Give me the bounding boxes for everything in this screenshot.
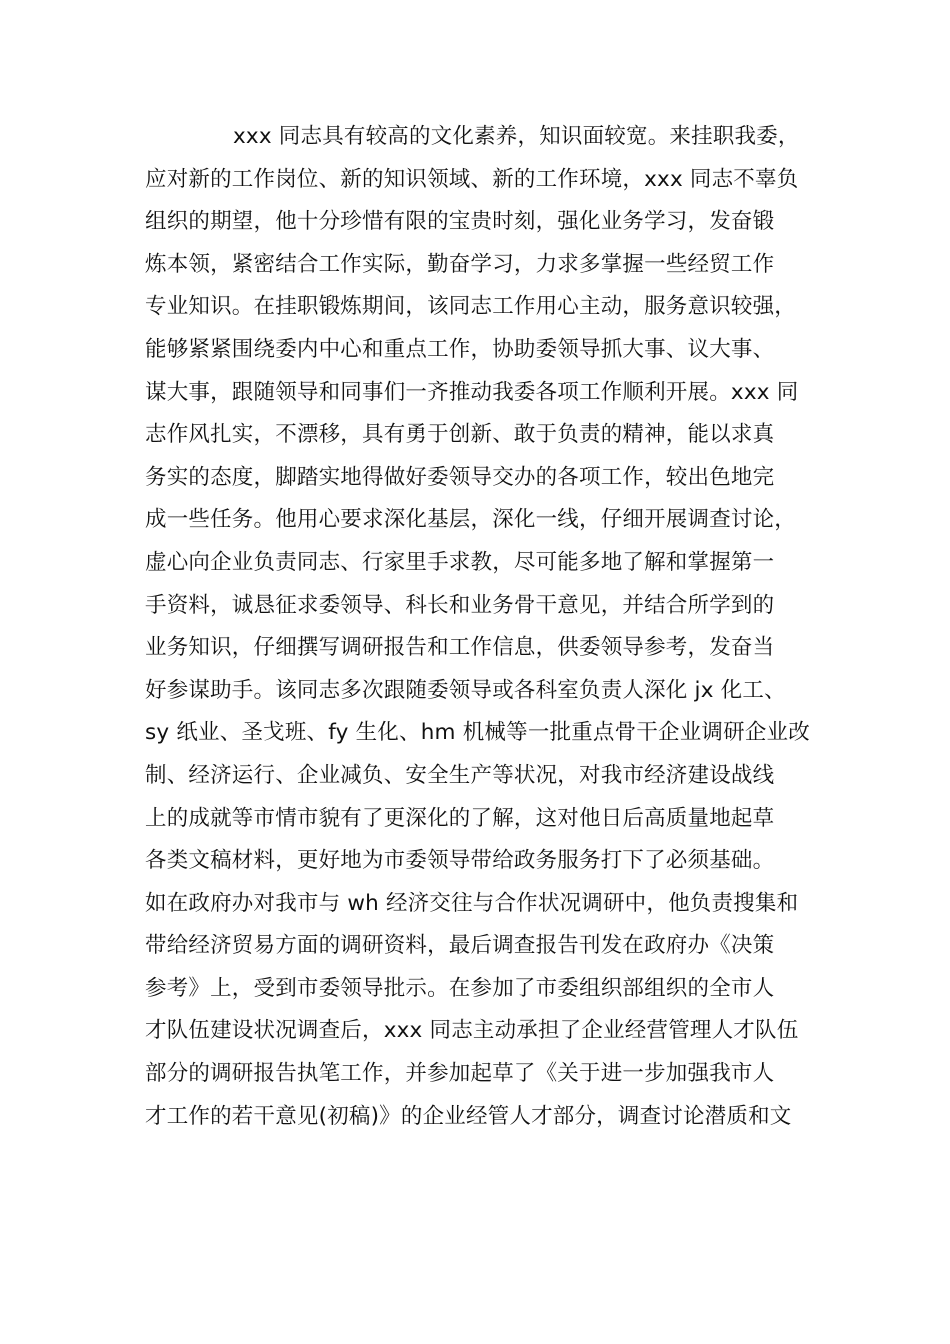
body-paragraph	[145, 116, 835, 1138]
paragraph-line: xxx 同志具有较高的文化素养，知识面较宽。来挂职我委，	[233, 124, 800, 149]
paragraph-line: 部分的调研报告执笔工作，并参加起草了《关于进一步加强我市人	[145, 1061, 775, 1087]
paragraph-line: 志作风扎实，不漂移，具有勇于创新、敢于负责的精神，能以求真	[145, 422, 775, 448]
paragraph-line: 带给经济贸易方面的调研资料，最后调查报告刊发在政府办《决策	[145, 933, 775, 959]
paragraph-line: 参考》上，受到市委领导批示。在参加了市委组织部组织的全市人	[145, 975, 775, 1001]
paragraph-line: 务实的态度，脚踏实地得做好委领导交办的各项工作，较出色地完	[145, 464, 775, 490]
paragraph-line: 炼本领，紧密结合工作实际，勤奋学习，力求多掌握一些经贸工作	[145, 251, 775, 277]
paragraph-line: 虚心向企业负责同志、行家里手求教，尽可能多地了解和掌握第一	[145, 549, 775, 575]
paragraph-line: 应对新的工作岗位、新的知识领域、新的工作环境，xxx 同志不辜负	[145, 166, 799, 192]
paragraph-line: 业务知识，仔细撰写调研报告和工作信息，供委领导参考，发奋当	[145, 635, 775, 661]
paragraph-line: 手资料，诚恳征求委领导、科长和业务骨干意见，并结合所学到的	[145, 592, 775, 618]
paragraph-line: 成一些任务。他用心要求深化基层，深化一线，仔细开展调查讨论，	[145, 507, 797, 533]
paragraph-line: 能够紧紧围绕委内中心和重点工作，协助委领导抓大事、议大事、	[145, 336, 775, 362]
paragraph-line: 各类文稿材料，更好地为市委领导带给政务服务打下了必须基础。	[145, 848, 775, 874]
paragraph-line: 才工作的若干意见(初稿)》的企业经管人才部分，调查讨论潜质和文	[145, 1103, 792, 1129]
paragraph-line: 如在政府办对我市与 wh 经济交往与合作状况调研中，他负责搜集和	[145, 890, 799, 916]
paragraph-line: 专业知识。在挂职锻炼期间，该同志工作用心主动，服务意识较强，	[145, 294, 797, 320]
paragraph-line: 谋大事，跟随领导和同事们一齐推动我委各项工作顺利开展。xxx 同	[145, 379, 799, 405]
paragraph-line: 制、经济运行、企业减负、安全生产等状况，对我市经济建设战线	[145, 762, 775, 788]
paragraph-line: sy 纸业、圣戈班、fy 生化、hm 机械等一批重点骨干企业调研企业改	[145, 720, 810, 746]
paragraph-line: 好参谋助手。该同志多次跟随委领导或各科室负责人深化 jx 化工、	[145, 677, 786, 703]
paragraph-line: 组织的期望，他十分珍惜有限的宝贵时刻，强化业务学习，发奋锻	[145, 209, 775, 235]
paragraph-line: 上的成就等市情市貌有了更深化的了解，这对他日后高质量地起草	[145, 805, 775, 831]
paragraph-line: 才队伍建设状况调查后，xxx 同志主动承担了企业经营管理人才队伍	[145, 1018, 799, 1044]
